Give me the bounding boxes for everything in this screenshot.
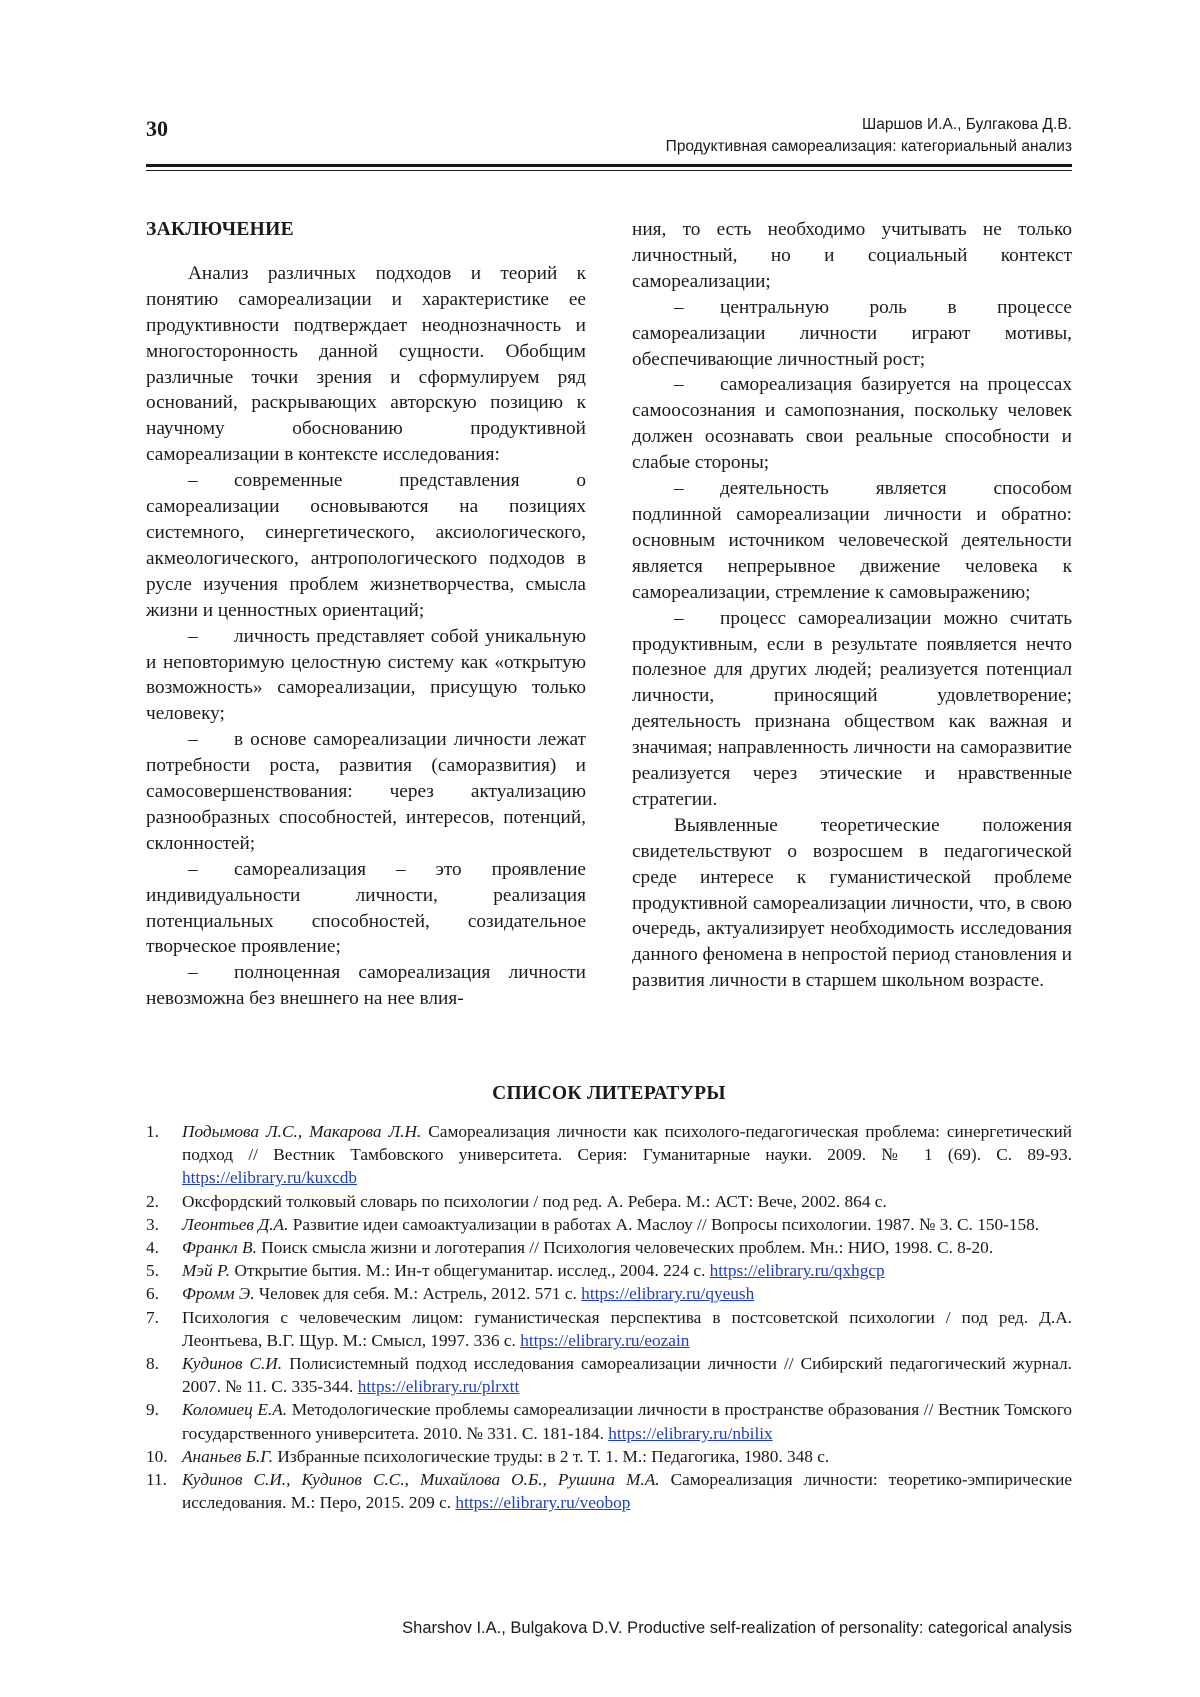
right-column: [632, 217, 1072, 994]
bullet-dash: –: [674, 296, 684, 318]
bullet-item: [632, 295, 1072, 373]
reference-text: Полисистемный подход исследования самореализации личности // Сибирский педагогический журнал. 2007. № 11. С. 335-344.: [182, 1354, 1072, 1397]
conclusion-title: ЗАКЛЮЧЕНИЕ: [146, 219, 294, 240]
bullet-item: [146, 468, 586, 623]
bullet-dash: –: [674, 374, 684, 396]
reference-item: [146, 1468, 1072, 1514]
footer-english-citation: Sharshov I.A., Bulgakova D.V. Productive self-realization of personality: categorical analysis: [402, 1619, 1072, 1637]
bullet-item: [146, 624, 586, 728]
reference-number: 8.: [146, 1354, 159, 1374]
bullet-item: [632, 372, 1072, 476]
bullet-dash: –: [188, 729, 198, 751]
reference-text: Развитие идеи самоактуализации в работах А. Маслоу // Вопросы психологии. 1987. № 3. С. 150-158.: [288, 1214, 1040, 1234]
reference-number: 2.: [146, 1191, 159, 1211]
reference-item: [146, 1352, 1072, 1398]
bullet-item: [632, 476, 1072, 606]
reference-link[interactable]: https://elibrary.ru/veobop: [455, 1493, 631, 1513]
reference-item: [146, 1190, 1072, 1213]
bullet-text: самореализация – это проявление индивидуальности личности, реализация потенциальных способностей, созидательное творческое проявление;: [146, 858, 586, 958]
reference-number: 11.: [146, 1470, 167, 1490]
reference-author: Кудинов С.И., Кудинов С.С., Михайлова О.Б., Рушина М.А.: [182, 1470, 660, 1490]
reference-item: [146, 1306, 1072, 1352]
bullet-text: процесс самореализации можно считать продуктивным, если в результате появляется нечто полезное для других людей; реализуется потенциал личности, приносящий удовлетворение; деятельность признана обществом как важная и значимая; направленность личности на саморазвитие реализуется через этические и нравственные стратегии.: [632, 607, 1072, 810]
reference-link[interactable]: https://elibrary.ru/eozain: [520, 1330, 690, 1350]
running-header: [666, 114, 1072, 158]
reference-item: [146, 1445, 1072, 1468]
bullet-item: [632, 606, 1072, 813]
reference-number: 9.: [146, 1400, 159, 1420]
bullet-dash: –: [188, 625, 198, 647]
reference-number: 5.: [146, 1261, 159, 1281]
closing-paragraph: Выявленные теоретические положения свидетельствуют о возросшем в педагогической среде интересе к гуманистической проблеме продуктивной самореализации личности, что, в свою очередь, актуализирует необходимость исследования данного феномена в непростой период становления и развития личности в старшем школьном возрасте.: [632, 814, 1072, 992]
bullet-text: деятельность является способом подлинной самореализации личности и обратно: основным источником человеческой деятельности является непрерывное движение человека к самореализации, стремление к самовыражению;: [632, 478, 1072, 603]
reference-item: [146, 1282, 1072, 1305]
reference-text: Человек для себя. М.: Астрель, 2012. 571 с.: [254, 1284, 582, 1304]
reference-text: Избранные психологические труды: в 2 т. Т. 1. М.: Педагогика, 1980. 348 с.: [273, 1446, 830, 1466]
reference-link[interactable]: https://elibrary.ru/qyeush: [581, 1284, 755, 1304]
reference-text: Поиск смысла жизни и логотерапия // Психология человеческих проблем. Мн.: НИО, 1998. С. 8-20.: [256, 1238, 994, 1258]
bullet-item: [146, 857, 586, 961]
reference-author: Ананьев Б.Г.: [182, 1446, 274, 1466]
reference-item: [146, 1236, 1072, 1259]
reference-author: Фромм Э.: [182, 1284, 255, 1304]
reference-text: Открытие бытия. М.: Ин-т общегуманитар. исслед., 2004. 224 с.: [230, 1261, 710, 1281]
bullet-text: центральную роль в процессе самореализации личности играют мотивы, обеспечивающие личностный рост;: [632, 296, 1072, 370]
bullet-dash: –: [674, 478, 684, 500]
bullet-continuation: ния, то есть необходимо учитывать не только личностный, но и социальный контекст самореализации;: [632, 219, 1072, 292]
reference-author: Мэй Р.: [182, 1261, 231, 1281]
header-running-title: Продуктивная самореализация: категориальный анализ: [665, 138, 1072, 155]
reference-number: 7.: [146, 1307, 159, 1327]
bullet-dash: –: [674, 607, 684, 629]
bullet-item: [146, 960, 586, 1012]
reference-item: [146, 1398, 1072, 1444]
references-list: [146, 1120, 1072, 1514]
page-number: 30: [146, 116, 168, 141]
header-authors: Шаршов И.А., Булгакова Д.В.: [862, 116, 1072, 133]
reference-link[interactable]: https://elibrary.ru/kuxcdb: [182, 1168, 358, 1188]
header-rule-thick: [146, 164, 1072, 167]
bullet-text: современные представления о самореализации основываются на позициях системного, синергетического, аксиологического, акмеологического, антропологического подходов в русле изучения проблем жизнетворчества, смысла жизни и ценностных ориентаций;: [146, 470, 586, 621]
reference-text: Оксфордский толковый словарь по психологии / под ред. А. Ребера. М.: АСТ: Вече, 2002. 864 с.: [182, 1191, 887, 1211]
reference-author: Подымова Л.С., Макарова Л.Н.: [182, 1122, 422, 1141]
reference-number: 3.: [146, 1214, 159, 1234]
reference-text: Психология с человеческим лицом: гуманистическая перспектива в постсоветской психологии / под ред. Д.А. Леонтьева, В.Г. Щур. М.: Смысл, 1997. 336 с.: [182, 1307, 1072, 1350]
page-header: [146, 112, 1072, 172]
bullet-item: [146, 727, 586, 857]
bullet-dash: –: [188, 858, 198, 880]
references-title: СПИСОК ЛИТЕРАТУРЫ: [492, 1083, 726, 1104]
reference-item: [146, 1259, 1072, 1282]
reference-text: Самореализация личности как психолого-педагогическая проблема: синергетический подход // Вестник Тамбовского университета. Серия: Гуманитарные науки. 2009. № 1 (69). С. 89-93.: [182, 1122, 1072, 1165]
reference-number: 6.: [146, 1284, 159, 1304]
reference-text: Методологические проблемы самореализации личности в пространстве образования // Вестник Томского государственного университета. 2010. № 331. С. 181-184.: [182, 1400, 1072, 1443]
bullet-dash: –: [188, 470, 198, 492]
reference-number: 4.: [146, 1238, 159, 1258]
bullet-text: личность представляет собой уникальную и неповторимую целостную систему как «открытую возможность» самореализации, присущую только человеку;: [146, 625, 586, 725]
reference-number: 1.: [146, 1122, 159, 1141]
conclusion-intro: Анализ различных подходов и теорий к понятию самореализации и характеристике ее продуктивности подтверждает неоднозначность и многосторонность данной сущности. Обобщим различные точки зрения и сформулируем ряд оснований, раскрывающих авторскую позицию к научному обоснованию продуктивной самореализации в контексте исследования:: [146, 262, 586, 466]
reference-link[interactable]: https://elibrary.ru/plrxtt: [357, 1377, 520, 1397]
reference-number: 10.: [146, 1446, 168, 1466]
reference-author: Кудинов С.И.: [182, 1354, 283, 1374]
reference-link[interactable]: https://elibrary.ru/nbilix: [608, 1423, 773, 1443]
bullet-text: полноценная самореализация личности невозможна без внешнего на нее влия-: [146, 962, 586, 1010]
reference-item: [146, 1120, 1072, 1190]
bullet-dash: –: [188, 962, 198, 984]
reference-author: Коломиец Е.А.: [182, 1400, 288, 1420]
left-column: [146, 217, 586, 1012]
bullet-text: в основе самореализации личности лежат потребности роста, развития (саморазвития) и самосовершенствования: через актуализацию разнообразных способностей, интересов, потенций, склонностей;: [146, 729, 586, 854]
reference-author: Леонтьев Д.А.: [182, 1214, 289, 1234]
bullet-text: самореализация базируется на процессах самоосознания и самопознания, поскольку человек должен осознавать свои реальные способности и слабые стороны;: [632, 374, 1072, 474]
header-rule-thin: [146, 170, 1072, 171]
reference-text: Самореализация личности: теоретико-эмпирические исследования. М.: Перо, 2015. 209 с.: [182, 1470, 1073, 1513]
reference-author: Франкл В.: [182, 1238, 257, 1258]
reference-link[interactable]: https://elibrary.ru/qxhgcp: [709, 1261, 885, 1281]
reference-item: [146, 1213, 1072, 1236]
